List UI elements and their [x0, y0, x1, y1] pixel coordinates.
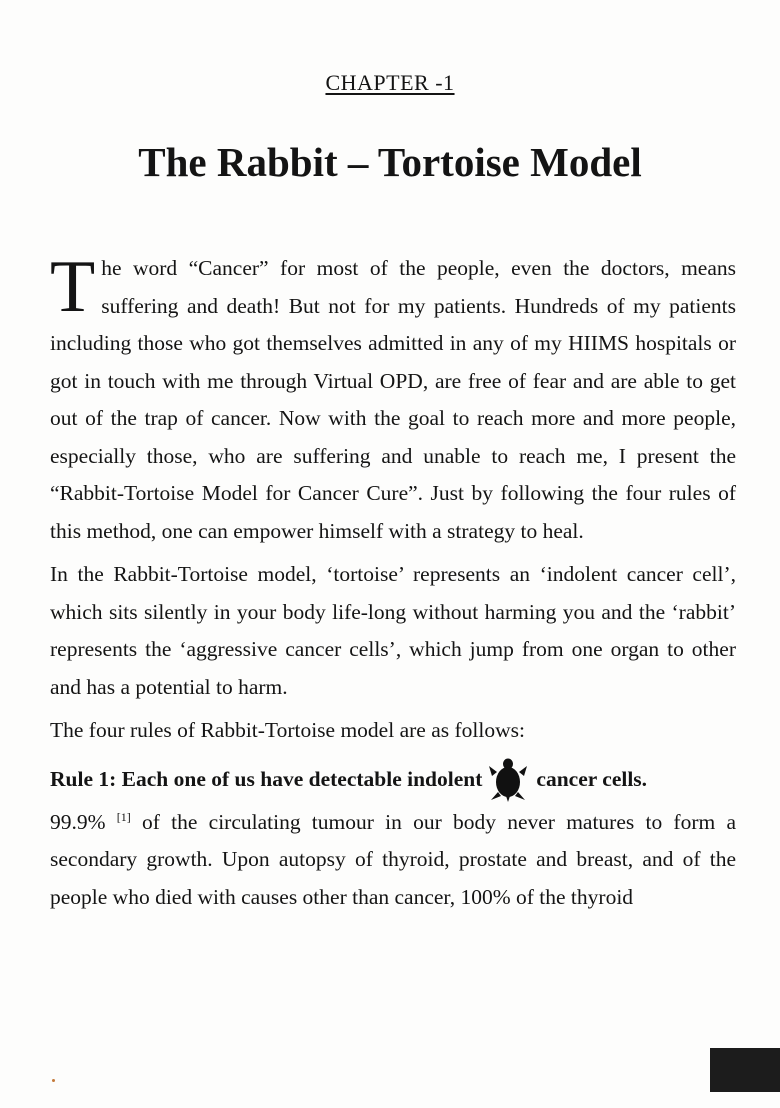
rule-1-text: Each one of us have detectable indolent — [121, 766, 483, 791]
rule-1-label: Rule 1: — [50, 766, 117, 791]
paragraph-statistics-text: of the circulating tumour in our body never matures to form a secondary growth. Upon autopsy of thyroid, prostate and breast, and of the people who died with causes other than cancer, 100% of the thyroid — [50, 809, 737, 909]
chapter-heading — [0, 70, 780, 96]
citation-ref: [1] — [116, 809, 131, 824]
paragraph-intro-text: he word “Cancer” for most of the people, even the doctors, means suffering and death! But not for my patients. Hundreds of my patients including those who got themselves admitted in any of my HIIMS hospitals or got in touch with me through Virtual OPD, are free of fear and are able to get out of the trap of cancer. Now with the goal to reach more and more people, especially those, who are suffering and unable to reach me, I present the “Rabbit-Tortoise Model for Cancer Cure”. Just by following the four rules of this method, one can empower himself with a strategy to heal. — [50, 256, 736, 543]
scan-corner-mark — [710, 1048, 780, 1092]
statistic-value: 99.9% — [50, 809, 106, 834]
scan-speck — [52, 1079, 55, 1082]
paragraph-model: In the Rabbit-Tortoise model, ‘tortoise’ represents an ‘indolent cancer cell’, which sits silently in your body life-long without harming you and the ‘rabbit’ represents the ‘aggressive cancer cells’, which jump from one organ to other and has a potential to harm. — [50, 562, 736, 699]
chapter-label: CHAPTER -1 — [325, 70, 455, 95]
paragraph-intro — [50, 246, 736, 550]
tortoise-icon — [488, 758, 528, 802]
drop-cap: T — [50, 246, 96, 328]
page-title: The Rabbit – Tortoise Model — [138, 139, 642, 185]
paragraph-rules-intro: The four rules of Rabbit-Tortoise model are as follows: — [50, 718, 525, 742]
paragraph-statistics — [50, 804, 736, 917]
rule-1 — [50, 756, 736, 804]
body-text — [50, 246, 737, 916]
rule-1-text-end: cancer cells. — [536, 766, 648, 791]
